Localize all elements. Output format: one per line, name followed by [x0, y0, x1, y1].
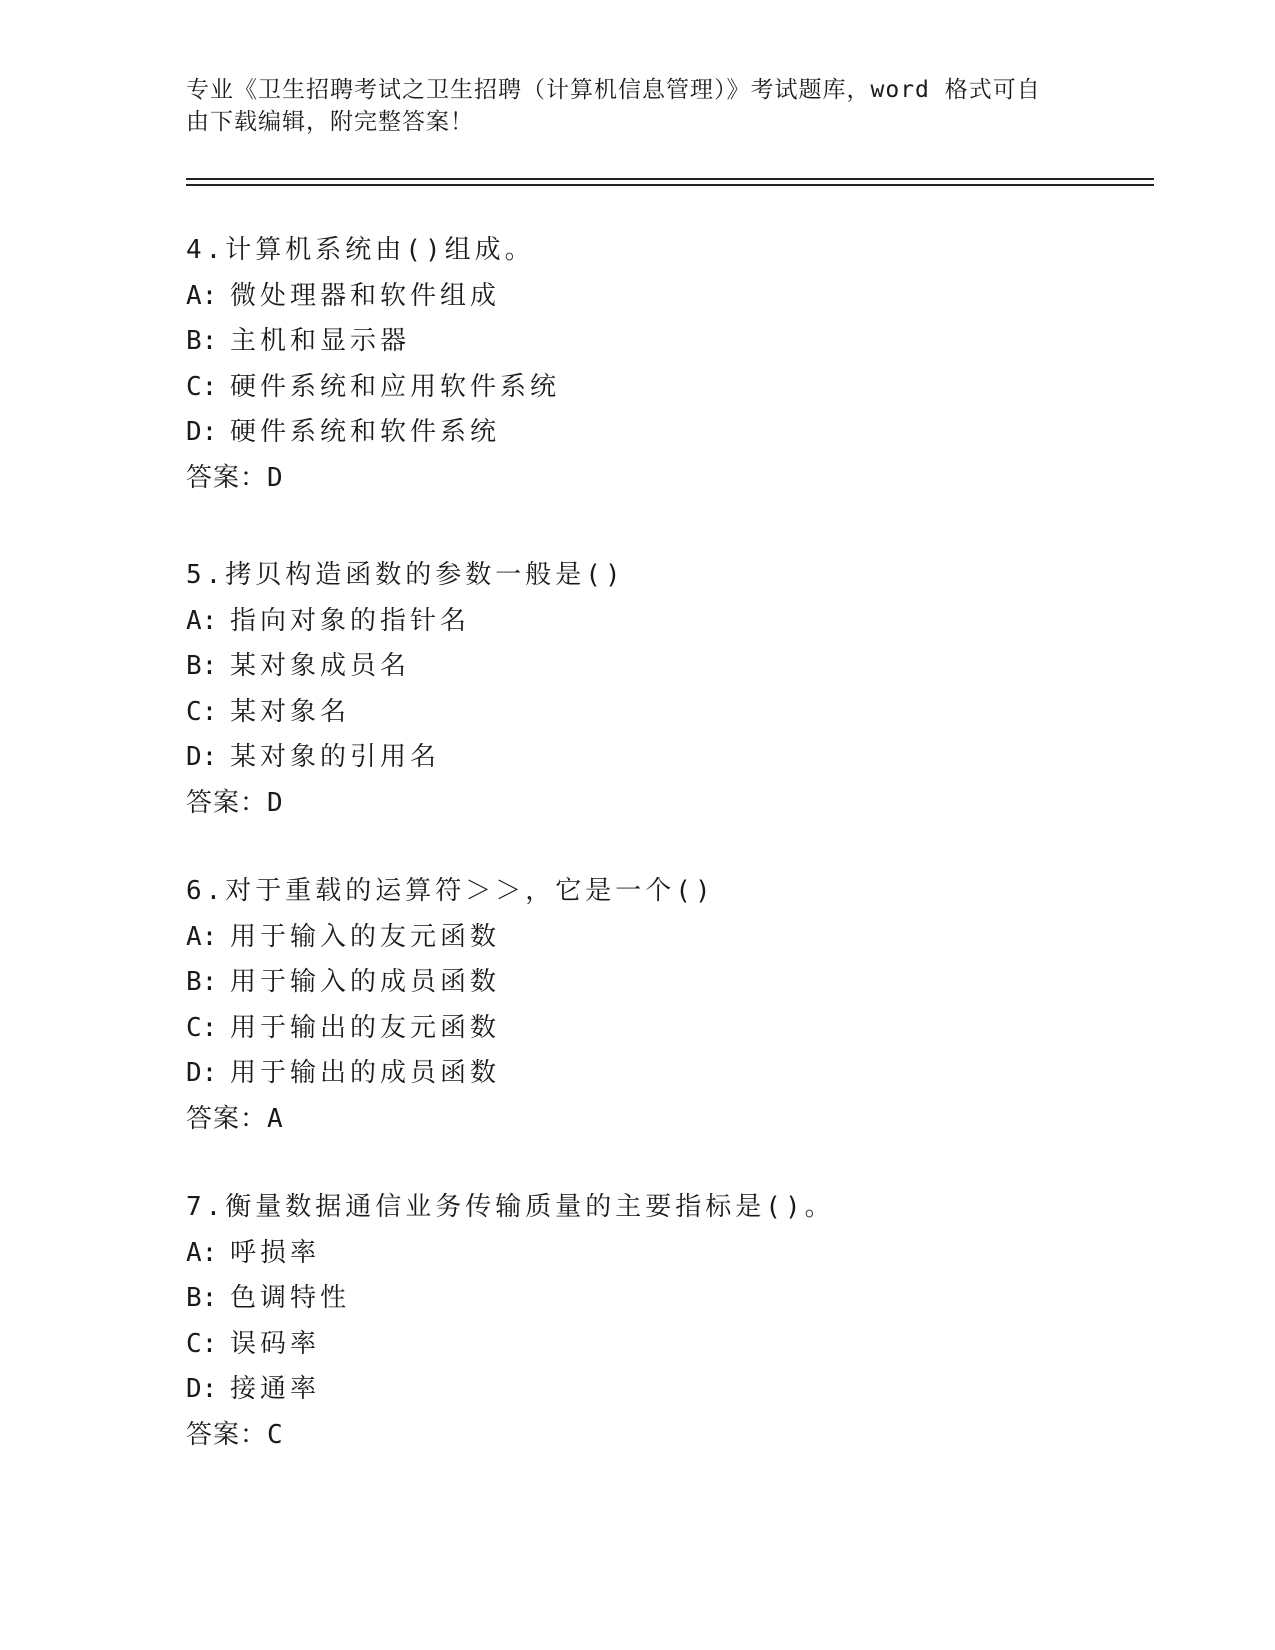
option-a	[186, 274, 1086, 320]
option-letter: B:	[186, 326, 218, 356]
option-d	[186, 1367, 1086, 1413]
option-letter: B:	[186, 967, 218, 997]
answer-label: 答案：	[186, 787, 268, 818]
option-text: 用于输出的成员函数	[230, 1058, 501, 1088]
option-d	[186, 410, 1086, 456]
option-a	[186, 915, 1086, 961]
answer-line	[186, 1097, 1086, 1143]
option-letter: A:	[186, 1237, 218, 1268]
answer-line	[186, 1413, 1086, 1459]
question-stem: 6.对于重载的运算符＞＞，它是一个()	[186, 876, 715, 906]
option-text: 用于输入的友元函数	[230, 921, 501, 952]
option-letter: C:	[186, 696, 218, 727]
answer-label: 答案：	[186, 1419, 268, 1450]
option-b	[186, 319, 1086, 365]
option-text: 误码率	[230, 1328, 321, 1359]
header-divider-bottom	[186, 184, 1154, 186]
option-b	[186, 960, 1086, 1006]
question-block	[186, 228, 1086, 501]
option-c	[186, 1006, 1086, 1052]
option-letter: D:	[186, 417, 218, 447]
option-a	[186, 1231, 1086, 1277]
question-stem: 5.拷贝构造函数的参数一般是()	[186, 560, 625, 590]
answer-value: C	[267, 1419, 284, 1450]
question-block	[186, 869, 1086, 1142]
answer-value: A	[267, 1103, 284, 1134]
option-text: 接通率	[230, 1374, 321, 1404]
answer-line	[186, 781, 1086, 827]
question-block	[186, 553, 1086, 826]
option-letter: D:	[186, 1058, 218, 1088]
header-line-1: 专业《卫生招聘考试之卫生招聘（计算机信息管理）》考试题库，word 格式可自	[186, 77, 1041, 103]
option-text: 色调特性	[230, 1283, 351, 1313]
header-line-2: 由下载编辑，附完整答案！	[186, 109, 474, 135]
option-text: 某对象成员名	[230, 651, 411, 681]
option-d	[186, 1051, 1086, 1097]
option-text: 指向对象的指针名	[230, 605, 471, 636]
option-c	[186, 1322, 1086, 1368]
option-text: 某对象名	[230, 696, 351, 727]
option-b	[186, 644, 1086, 690]
answer-value: D	[267, 462, 284, 493]
answer-value: D	[267, 787, 284, 818]
option-letter: D:	[186, 1374, 218, 1404]
option-d	[186, 735, 1086, 781]
option-letter: C:	[186, 1328, 218, 1359]
option-c	[186, 365, 1086, 411]
option-letter: A:	[186, 605, 218, 636]
option-letter: C:	[186, 371, 218, 402]
option-text: 某对象的引用名	[230, 742, 441, 772]
option-b	[186, 1276, 1086, 1322]
option-letter: D:	[186, 742, 218, 772]
question-stem: 4.计算机系统由()组成。	[186, 235, 535, 265]
answer-label: 答案：	[186, 462, 268, 493]
answer-label: 答案：	[186, 1103, 268, 1134]
option-c	[186, 690, 1086, 736]
option-text: 微处理器和软件组成	[230, 280, 501, 311]
option-letter: A:	[186, 921, 218, 952]
option-a	[186, 599, 1086, 645]
option-text: 主机和显示器	[230, 326, 411, 356]
option-text: 硬件系统和软件系统	[230, 417, 501, 447]
option-letter: C:	[186, 1012, 218, 1043]
option-text: 呼损率	[230, 1237, 321, 1268]
document-header	[186, 74, 1066, 138]
header-divider-top	[186, 178, 1154, 180]
option-text: 硬件系统和应用软件系统	[230, 371, 561, 402]
option-text: 用于输入的成员函数	[230, 967, 501, 997]
answer-line	[186, 456, 1086, 502]
question-block	[186, 1185, 1086, 1458]
option-letter: B:	[186, 1283, 218, 1313]
option-letter: A:	[186, 280, 218, 311]
option-text: 用于输出的友元函数	[230, 1012, 501, 1043]
option-letter: B:	[186, 651, 218, 681]
question-stem: 7.衡量数据通信业务传输质量的主要指标是()。	[186, 1192, 835, 1222]
